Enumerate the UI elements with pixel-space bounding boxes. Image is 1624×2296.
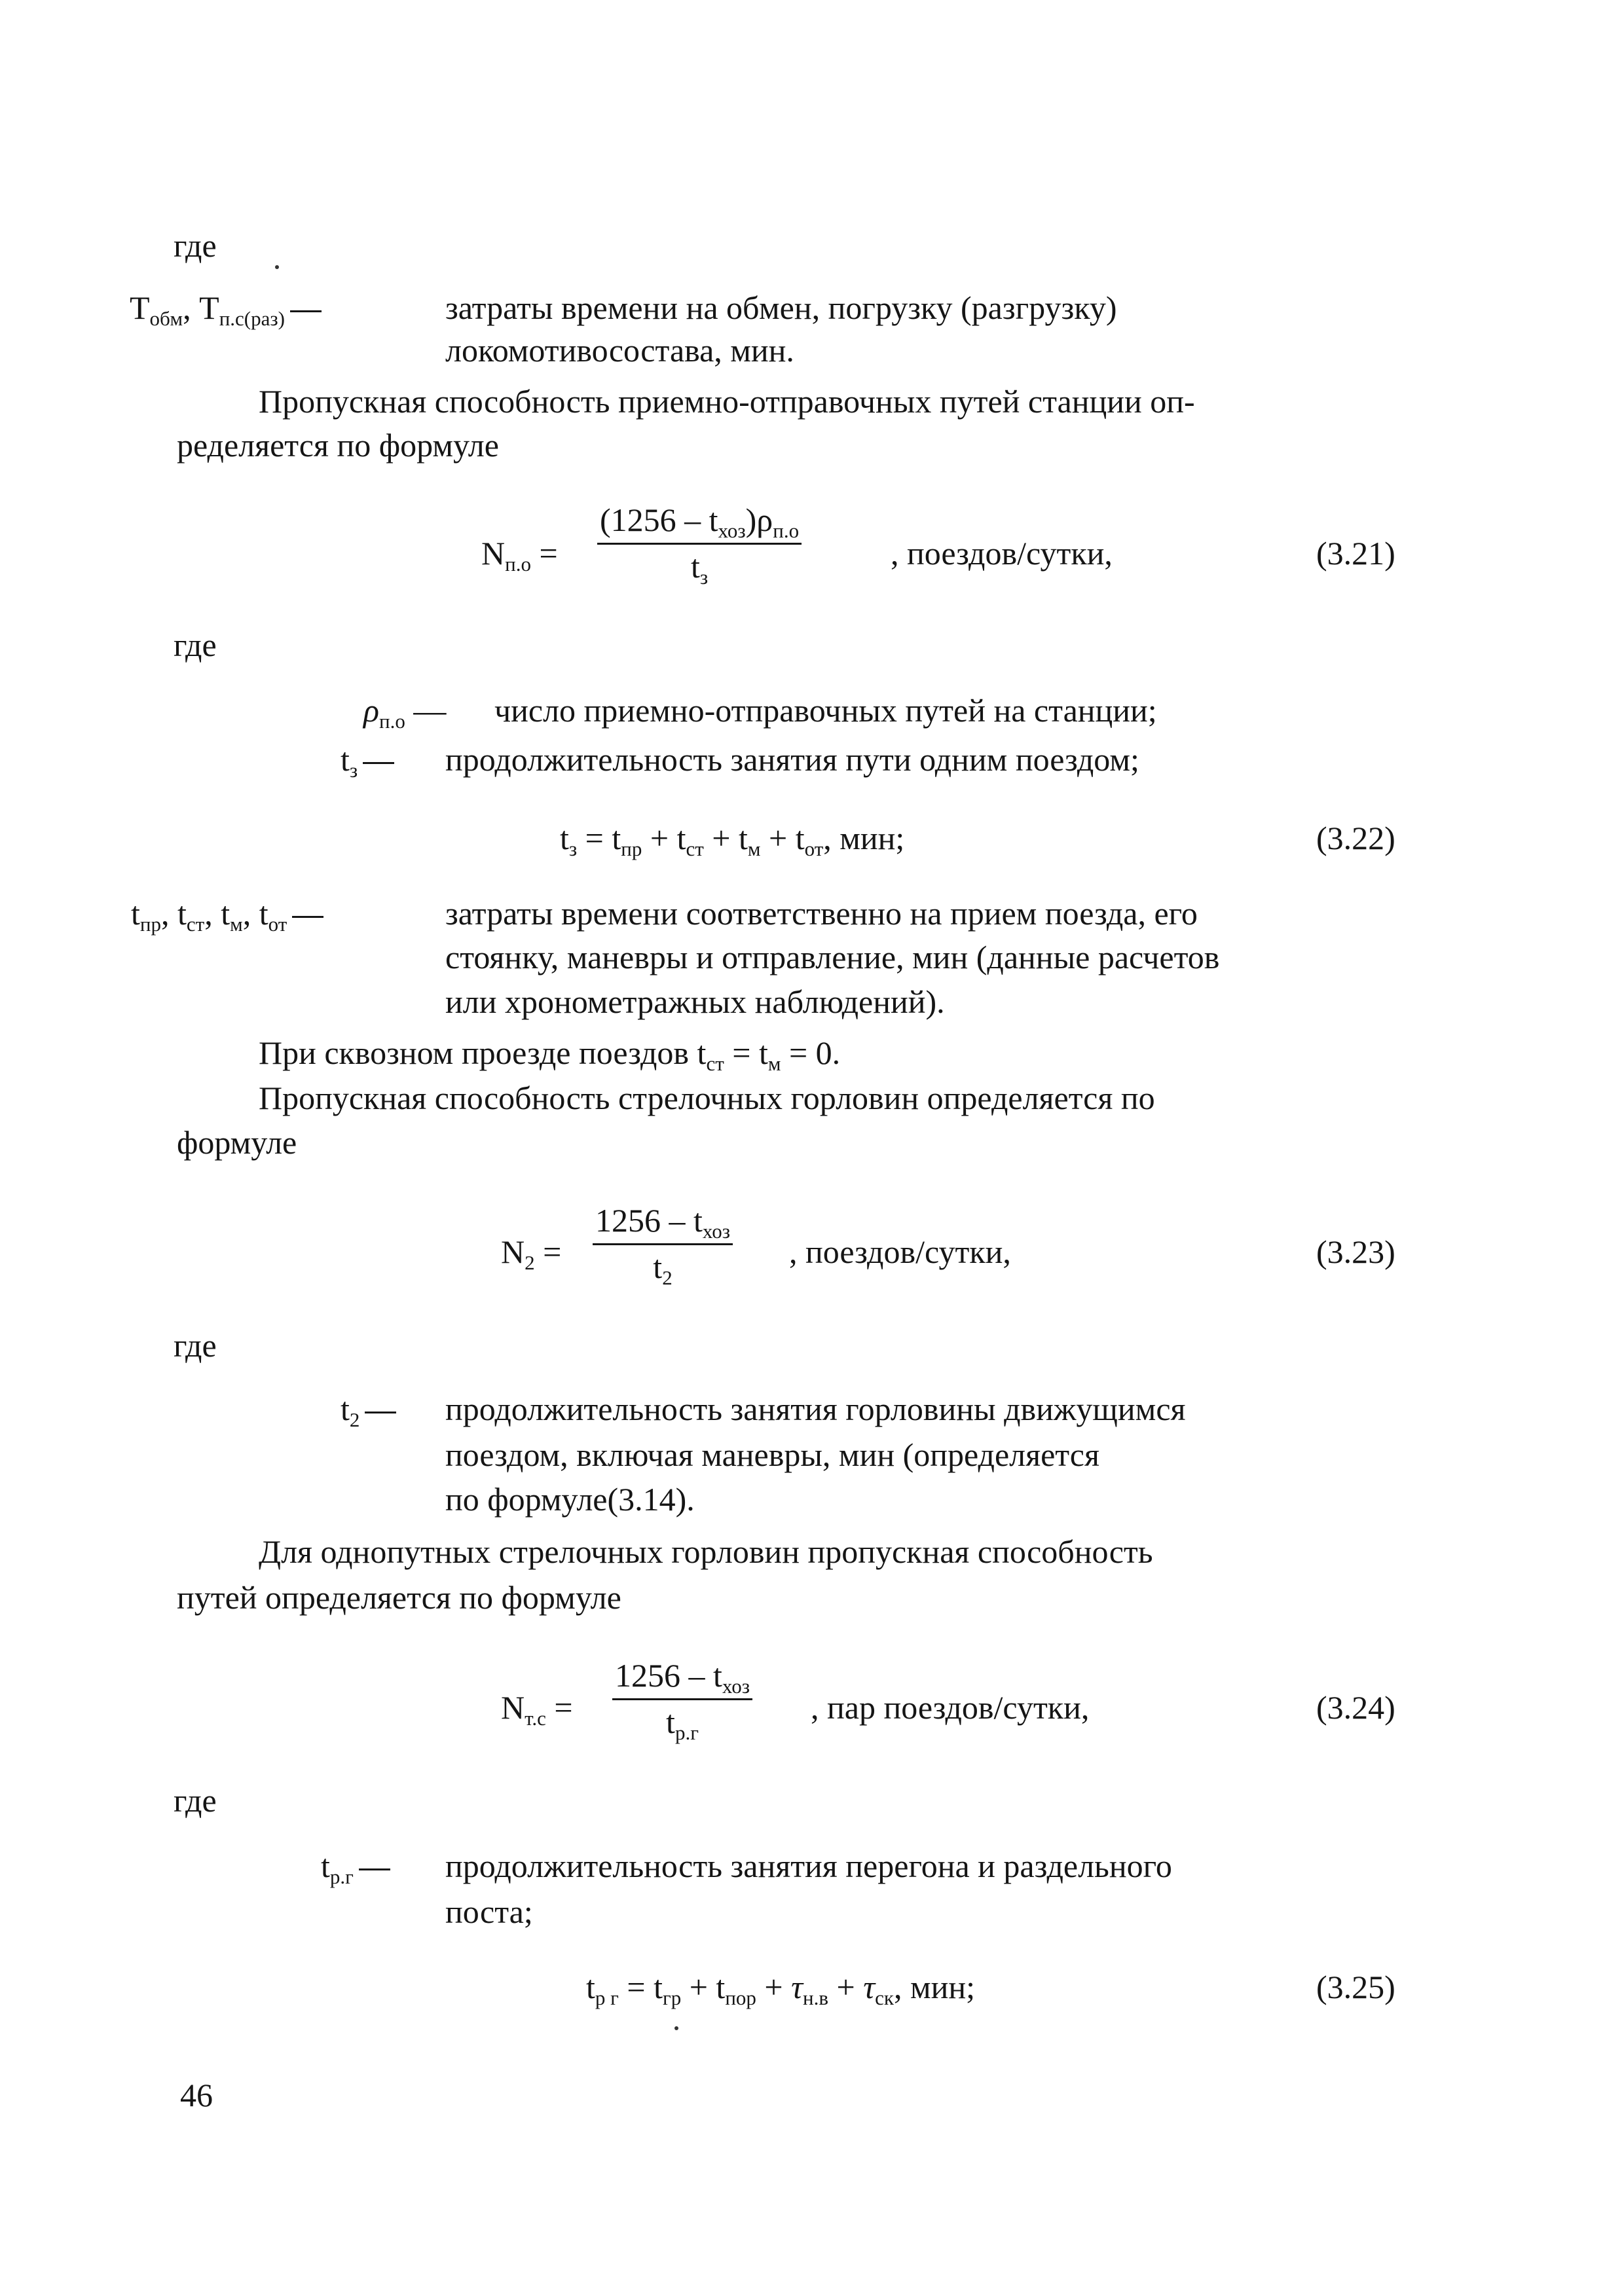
definition-text-5b: поездом, включая маневры, мин (определяется [445,1436,1099,1473]
formula-3-21-number: (3.21) [1316,535,1395,572]
paragraph-4-line-1: Для однопутных стрелочных горловин пропускная способность [259,1533,1153,1570]
paragraph-1-line-1: Пропускная способность приемно-отправочных путей станции оп- [259,383,1195,420]
formula-3-24-numerator: $1256 - t_{хоз}$ [615,1657,750,1698]
speck-1 [275,265,279,269]
formula-3-23-number: (3.23) [1316,1233,1395,1270]
formula-3-21-denominator: $t_з$ [690,548,709,589]
where-label-2: где [174,627,217,663]
formula-3-23-denominator: $t_2$ [653,1248,673,1289]
formula-3-25-number: (3.25) [1316,1969,1395,2005]
definition-symbol-3: $t_з$ [341,740,399,779]
formula-3-24-lhs: $N_{т.с}$ = [501,1689,573,1730]
definition-text-6a: продолжительность занятия перегона и раздельного [445,1848,1172,1884]
formula-3-23-units: , поездов/сутки, [789,1233,1011,1270]
formula-3-22: $t_з = t_{пр} + t_{ст} + t_м + t_{от}$, мин; [560,820,905,860]
formula-3-24-fraction [612,1656,752,1744]
definition-symbol-6: $t_{р.г}$ [321,1846,396,1886]
definition-symbol-2: $\rho_{п.о}$ — [363,692,447,733]
formula-3-24-units: , пар поездов/сутки, [811,1689,1090,1726]
formula-3-21-numerator: $(1256 - t_{хоз})\rho_{п.о}$ [600,501,800,542]
definition-text-4b: стоянку, маневры и отправление, мин (данные расчетов [445,939,1220,975]
formula-3-23-lhs: $N_2$ = [501,1233,562,1274]
formula-3-23-fraction [593,1201,733,1289]
paragraph-2: При сквозном проезде поездов $t_{ст} = t_м = 0$. [259,1034,841,1075]
definition-symbols-4: $t_{пр}$, $t_{ст}$, $t_м$, $t_{от}$ [131,894,329,933]
definition-text-4c: или хронометражных наблюдений). [445,983,945,1020]
definition-text-1b: локомотивосостава, мин. [445,332,794,369]
speck-2 [674,2026,678,2030]
formula-3-24-denominator: $t_{р.г}$ [666,1704,699,1744]
paragraph-3-line-1: Пропускная способность стрелочных горловин определяется по [259,1080,1155,1116]
paragraph-4-line-2: путей определяется по формуле [177,1579,621,1616]
formula-3-21-fraction [597,501,802,589]
definition-text-6b: поста; [445,1893,533,1930]
definition-text-3: продолжительность занятия пути одним поездом; [445,741,1139,778]
where-label-1: где [174,227,217,264]
definition-symbol-5: $t_2$ [341,1389,401,1429]
formula-3-23-numerator: $1256 - t_{хоз}$ [595,1202,730,1243]
definition-text-5a: продолжительность занятия горловины движущимся [445,1391,1186,1427]
where-label-4: где [174,1782,217,1819]
definition-text-5c: по формуле(3.14). [445,1481,695,1518]
paragraph-3-line-2: формуле [177,1124,297,1161]
definition-text-1a: затраты времени на обмен, погрузку (разгрузку) [445,289,1117,326]
definition-text-2: число приемно-отправочных путей на станции; [494,692,1157,729]
definition-text-4a: затраты времени соответственно на прием поезда, его [445,895,1198,932]
paragraph-1-line-2: ределяется по формуле [177,427,499,464]
formula-3-25: $t_{р г} = t_{гр} + t_{пор} + \tau_{н.в} + \tau_{ск}$, мин; [586,1969,975,2009]
definition-symbols-1: $T_{обм}$, $T_{п.с(раз)}$ [130,288,327,327]
where-label-3: где [174,1327,217,1364]
page-number: 46 [180,2077,213,2113]
formula-3-21-lhs: $N_{п.о}$ = [481,535,558,575]
formula-3-21-units: , поездов/сутки, [891,535,1113,572]
formula-3-22-number: (3.22) [1316,820,1395,856]
formula-3-24-number: (3.24) [1316,1689,1395,1726]
